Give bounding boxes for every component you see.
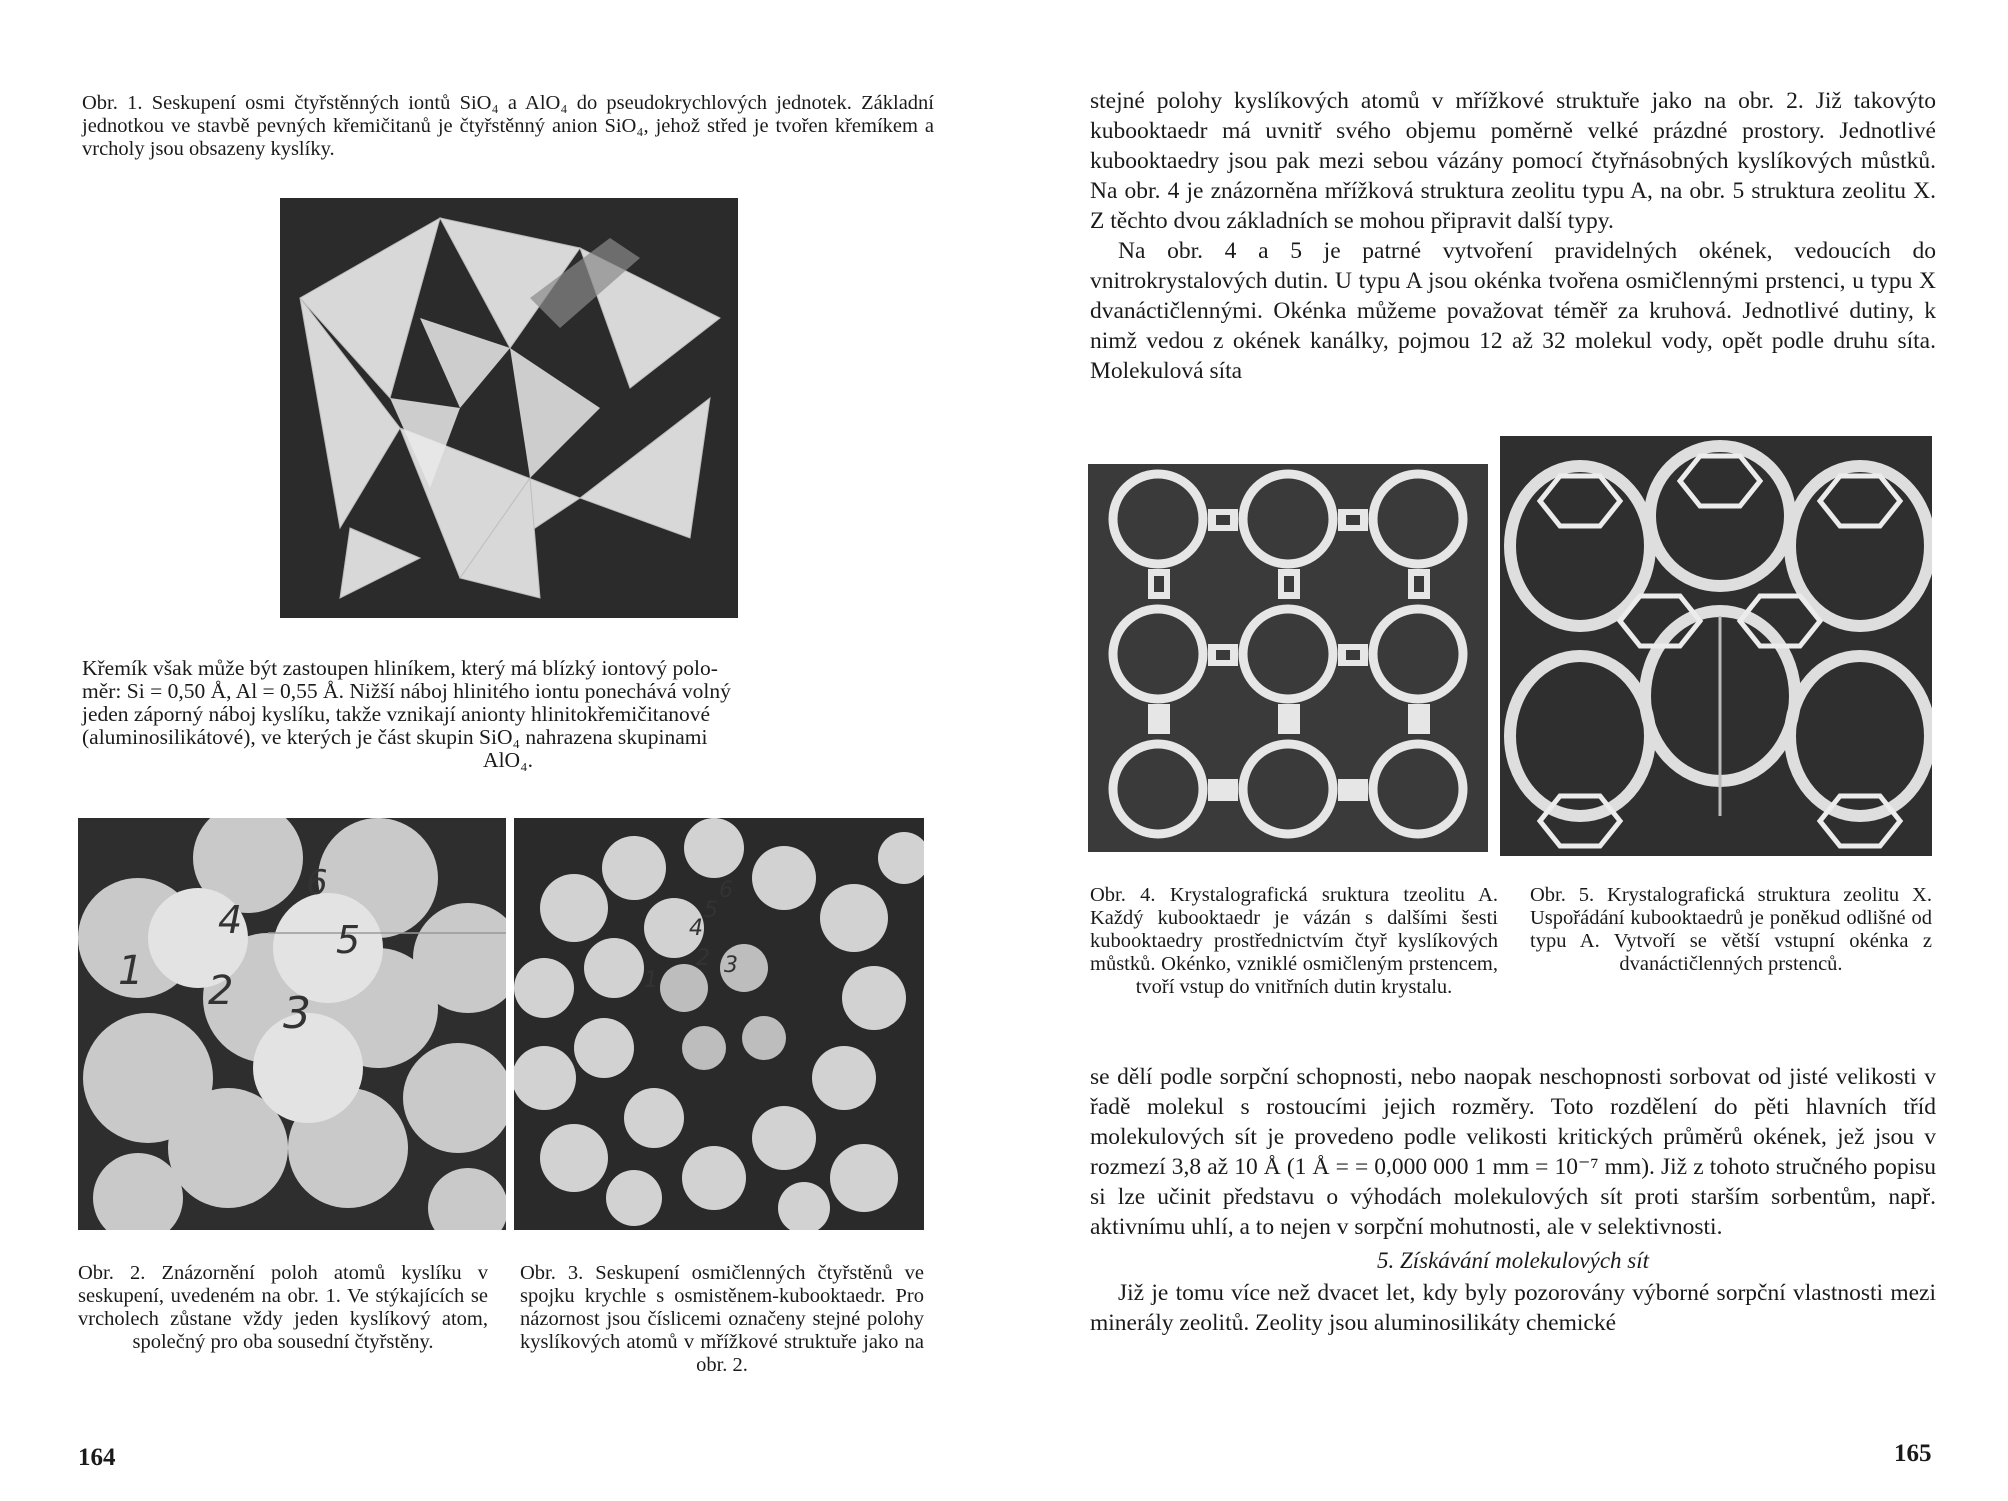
- fig2-number-5: 5: [336, 918, 361, 962]
- paragraph-2: Na obr. 4 a 5 je patrné vytvoření pravidelných okének, vedoucích do vnitrokrystalových dutin. U typu A jsou okénka tvořena osmičlennými prstenci, u typu X dvanáctičlennými. Okénka můžeme považovat téměř za kruhová. Jednotlivé dutiny, k nimž vedou z okének kanálky, pojmou 12 až 32 molekul vody, opět podle druhu síta. Molekulová síta: [1090, 238, 1936, 384]
- fig5-photo-zeolite-x-model: [1500, 436, 1932, 856]
- para-line-2: měr: Si = 0,50 Å, Al = 0,55 Å. Nižší náboj hlinitého iontu ponechává volný: [82, 679, 731, 703]
- fig1-photo-tetrahedra: [280, 198, 738, 618]
- fig4-photo-zeolite-a-model: [1088, 464, 1488, 852]
- fig4-caption: Obr. 4. Krystalografická sruktura tzeolitu A. Každý kubooktaedr je vázán s dalšími šesti kubooktaedry prostřednictvím čtyř kyslíkových můstků. Okénko, vzniklé osmičleným prstencem, tvoří vstup do vnitřních dutin krystalu.: [1090, 884, 1498, 998]
- fig2-photo-oxygen-spheres: [78, 818, 506, 1230]
- fig1-caption: Obr. 1. Seskupení osmi čtyřstěnných iontů SiO₄ a AlO₄ do pseudokrychlových jednotek. Základní jednotkou ve stavbě pevných křemičitanů je čtyřstěnný anion SiO₄, jehož střed je tvořen křemíkem a vrcholy jsou obsazeny kyslíky.: [82, 92, 934, 160]
- fig2-number-6: 6: [306, 863, 328, 903]
- paragraph-4: Již je tomu více než dvacet let, kdy byly pozorovány výborné sorpční vlastnosti mezi minerály zeolitů. Zeolity jsou aluminosilikáty chemické: [1090, 1280, 1936, 1336]
- page-number-left: 164: [78, 1444, 116, 1471]
- paragraph-3: se dělí podle sorpční schopnosti, nebo naopak neschopnosti sorbovat od jisté velikosti v řadě molekul s rostoucími jejich rozměry. Toto rozdělení do pěti hlavních tříd molekulových sít je provedeno podle velikosti kritických průměrů okének, jež jsou v rozmezí 3,8 až 10 Å (1 Å = = 0,000 000 1 mm = 10⁻⁷ mm). Již z tohoto stručného popisu si lze učinit představu o výhodách molekulových sít proti starším sorbentům, např. aktivnímu uhlí, a to nejen v sorpční mohutnosti, ale v selektivnosti.: [1090, 1064, 1936, 1240]
- right-text-bottom: [1090, 1062, 1936, 1338]
- fig2-number-4: 4: [218, 898, 243, 942]
- fig1-text-paragraph: [82, 657, 934, 772]
- fig3-number-2: 2: [696, 946, 710, 971]
- para-line-3: jeden záporný náboj kyslíku, takže vznikají anionty hlinitokřemičitanové: [82, 702, 711, 726]
- fig2-number-1: 1: [118, 948, 144, 994]
- fig3-caption: Obr. 3. Seskupení osmičlenných čtyřstěnů ve spojku krychle s osmistěnem-kubooktaedr. Pro názornost jsou číslicemi označeny stejné polohy kyslíkových atomů v mřížkové struktuře jako na obr. 2.: [520, 1262, 924, 1376]
- fig2-number-2: 2: [208, 968, 234, 1014]
- page-number-right: 165: [1894, 1440, 1932, 1467]
- fig3-number-1: 1: [644, 968, 658, 993]
- fig5-caption: Obr. 5. Krystalografická struktura zeolitu X. Uspořádání kubooktaedrů je poněkud odlišné od typu A. Vytvoří se větší vstupní okénka z dvanáctičlenných prstenců.: [1530, 884, 1932, 975]
- paragraph-1: stejné polohy kyslíkových atomů v mřížkové struktuře jako na obr. 2. Již takovýto kubooktaedr má uvnitř svého objemu poměrně velké prázdné prostory. Jednotlivé kubooktaedry jsou pak mezi sebou vázány pomocí čtyřnásobných kyslíkových můstků. Na obr. 4 je znázorněna mřížková struktura zeolitu typu A, na obr. 5 struktura zeolitu X. Z těchto dvou základních se mohou připravit další typy.: [1090, 88, 1936, 234]
- fig3-photo-cubooctahedron: [514, 818, 924, 1230]
- fig2-number-3: 3: [283, 988, 311, 1039]
- section-heading: 5. Získávání molekulových sít: [1376, 1248, 1650, 1273]
- fig2-caption: Obr. 2. Znázornění poloh atomů kyslíku v seskupení, uvedeném na obr. 1. Ve stýkajících se vrcholech zůstane vždy jeden kyslíkový atom, společný pro oba sousední čtyřstěny.: [78, 1262, 488, 1353]
- right-text-top: [1090, 86, 1936, 386]
- fig3-number-4: 4: [689, 916, 703, 941]
- fig3-number-3: 3: [724, 953, 738, 978]
- fig3-number-6: 6: [719, 878, 733, 903]
- para-line-1: Křemík však může být zastoupen hliníkem, který má blízký iontový polo-: [82, 656, 718, 680]
- para-line-4: (aluminosilikátové), ve kterých je část skupin SiO₄ nahrazena skupinami: [82, 725, 708, 749]
- fig3-number-5: 5: [704, 898, 718, 923]
- para-last-line: AlO₄.: [483, 748, 533, 772]
